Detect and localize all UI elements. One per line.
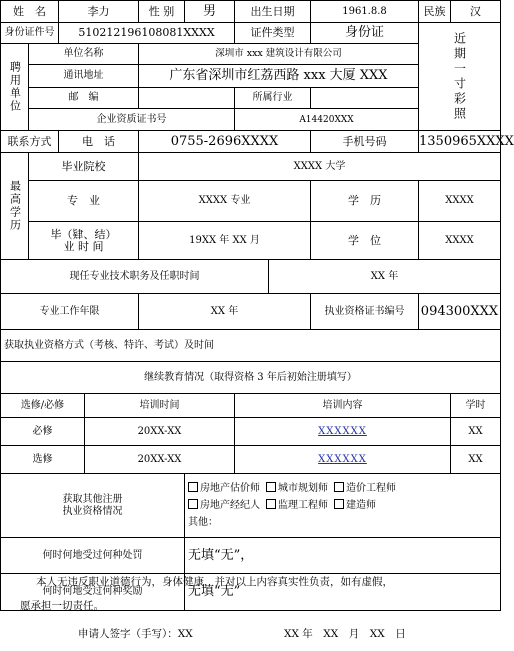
cert-value: A14420XXX xyxy=(235,109,419,131)
checkbox-icon[interactable] xyxy=(266,482,276,492)
certno-value: 094300XXX xyxy=(419,294,501,330)
checkbox-icon[interactable] xyxy=(334,499,344,509)
options-row1 xyxy=(188,480,500,497)
contact-label: 联系方式 xyxy=(1,131,59,153)
address-value: 广东省深圳市红荔西路 xxx 大厦 XXX xyxy=(139,65,419,88)
school-label: 毕业院校 xyxy=(29,153,139,181)
major-label: 专 业 xyxy=(29,181,139,222)
declaration xyxy=(0,560,500,651)
other-reg-label-line1: 获取其他注册 xyxy=(62,493,123,505)
name-value: 李力 xyxy=(59,1,139,23)
col-type-header: 选修/必修 xyxy=(1,394,85,418)
id-value: 510212196108081XXXX xyxy=(59,23,235,44)
birth-label: 出生日期 xyxy=(235,1,311,23)
row-time: 20XX-XX xyxy=(85,446,235,474)
mobile-label: 手机号码 xyxy=(311,131,419,153)
xuewei-label: 学 位 xyxy=(311,222,419,260)
employer-name-value: 深圳市 xxx 建筑设计有限公司 xyxy=(139,44,419,65)
options-row2 xyxy=(188,497,500,514)
idtype-label: 证件类型 xyxy=(235,23,311,44)
other-reg-options xyxy=(185,474,501,538)
phone-value: 0755-2696XXXX xyxy=(139,131,311,153)
gender-value: 男 xyxy=(185,1,235,23)
date-text: XX 年 XX 月 XX 日 xyxy=(284,628,406,640)
title-value: XX 年 xyxy=(269,260,501,294)
row-content xyxy=(235,446,451,474)
grad-label-line2: 业 时 间 xyxy=(63,239,104,253)
address-label: 通讯地址 xyxy=(29,65,139,88)
penalty-label: 何时何地受过何种处罚 xyxy=(1,538,185,574)
name-label: 姓 名 xyxy=(1,1,59,23)
title-label: 现任专业技术职务及任职时间 xyxy=(1,260,269,294)
employer-section xyxy=(1,44,29,131)
education-section-label: 最高学历 xyxy=(8,180,22,232)
col-content-header: 培训内容 xyxy=(235,394,451,418)
signature-label: 申请人签字（手写）：XX xyxy=(78,628,193,640)
years-value: XX 年 xyxy=(139,294,311,330)
ethnic-value: 汉 xyxy=(451,1,501,23)
option-agent[interactable]: 房地产经纪人 xyxy=(188,497,260,514)
checkbox-icon[interactable] xyxy=(188,482,198,492)
years-label: 专业工作年限 xyxy=(1,294,139,330)
employer-section-label: 聘用单位 xyxy=(8,61,22,113)
other-option-label: 其他： xyxy=(188,517,218,528)
birth-value: 1961.8.8 xyxy=(311,1,419,23)
option-appraiser[interactable]: 房地产估价师 xyxy=(188,480,260,497)
grad-time-label xyxy=(29,222,139,260)
cert-label: 企业资质证书号 xyxy=(29,109,235,131)
option-constructor[interactable]: 建造师 xyxy=(334,497,376,514)
major-value: XXXX 专业 xyxy=(139,181,311,222)
other-reg-label-line2: 执业资格情况 xyxy=(62,505,123,517)
checkbox-icon[interactable] xyxy=(266,499,276,509)
declaration-line2: 愿承担一切责任。 xyxy=(20,600,104,612)
table-row xyxy=(1,418,501,446)
continuing-header: 继续教育情况（取得资格 3 年后初始注册填写） xyxy=(1,362,501,394)
award-label: 何时何地受过何种奖励 xyxy=(1,574,185,611)
employer-name-label: 单位名称 xyxy=(29,44,139,65)
row-content-text: XXXXXX xyxy=(318,425,367,437)
award-value: 无填“无” xyxy=(185,574,501,611)
penalty-value: 无填“无”， xyxy=(185,538,501,574)
row-content-text: XXXXXX xyxy=(318,453,367,465)
postal-label: 邮 编 xyxy=(29,88,139,109)
row-time: 20XX-XX xyxy=(85,418,235,446)
xuewei-value: XXXX xyxy=(419,222,501,260)
row-hours: XX xyxy=(451,446,501,474)
mobile-value: 1350965XXXX xyxy=(419,131,501,153)
industry-value xyxy=(311,88,419,109)
school-value: XXXX 大学 xyxy=(139,153,501,181)
ethnic-label: 民族 xyxy=(419,1,451,23)
declaration-line1: 本人无违反职业道德行为，身体健康，并对以上内容真实性负责，如有虚假， xyxy=(36,576,393,588)
certno-label: 执业资格证书编号 xyxy=(311,294,419,330)
other-reg-label xyxy=(1,474,185,538)
grad-time-value: 19XX 年 XX 月 xyxy=(139,222,311,260)
col-time-header: 培训时间 xyxy=(85,394,235,418)
row-type: 必修 xyxy=(1,418,85,446)
checkbox-icon[interactable] xyxy=(188,499,198,509)
photo-box xyxy=(419,23,501,131)
method-label: 获取执业资格方式（考核、特许、考试）及时间 xyxy=(1,330,501,362)
option-supervisor[interactable]: 监理工程师 xyxy=(266,497,328,514)
idtype-value: 身份证 xyxy=(311,23,419,44)
photo-label: 近期一寸彩照 xyxy=(452,31,467,122)
row-hours: XX xyxy=(451,418,501,446)
row-content xyxy=(235,418,451,446)
checkbox-icon[interactable] xyxy=(334,482,344,492)
industry-label: 所属行业 xyxy=(235,88,311,109)
option-planner[interactable]: 城市规划师 xyxy=(266,480,328,497)
phone-label: 电 话 xyxy=(59,131,139,153)
degree-label: 学 历 xyxy=(311,181,419,222)
id-label: 身份证件号 xyxy=(1,23,59,44)
col-hours-header: 学时 xyxy=(451,394,501,418)
grad-label-line1: 毕（肄、结） xyxy=(50,227,117,241)
table-row xyxy=(1,446,501,474)
option-cost-engineer[interactable]: 造价工程师 xyxy=(334,480,396,497)
education-section xyxy=(1,153,29,260)
degree-value: XXXX xyxy=(419,181,501,222)
row-type: 选修 xyxy=(1,446,85,474)
gender-label: 性 别 xyxy=(139,1,185,23)
postal-value xyxy=(139,88,235,109)
